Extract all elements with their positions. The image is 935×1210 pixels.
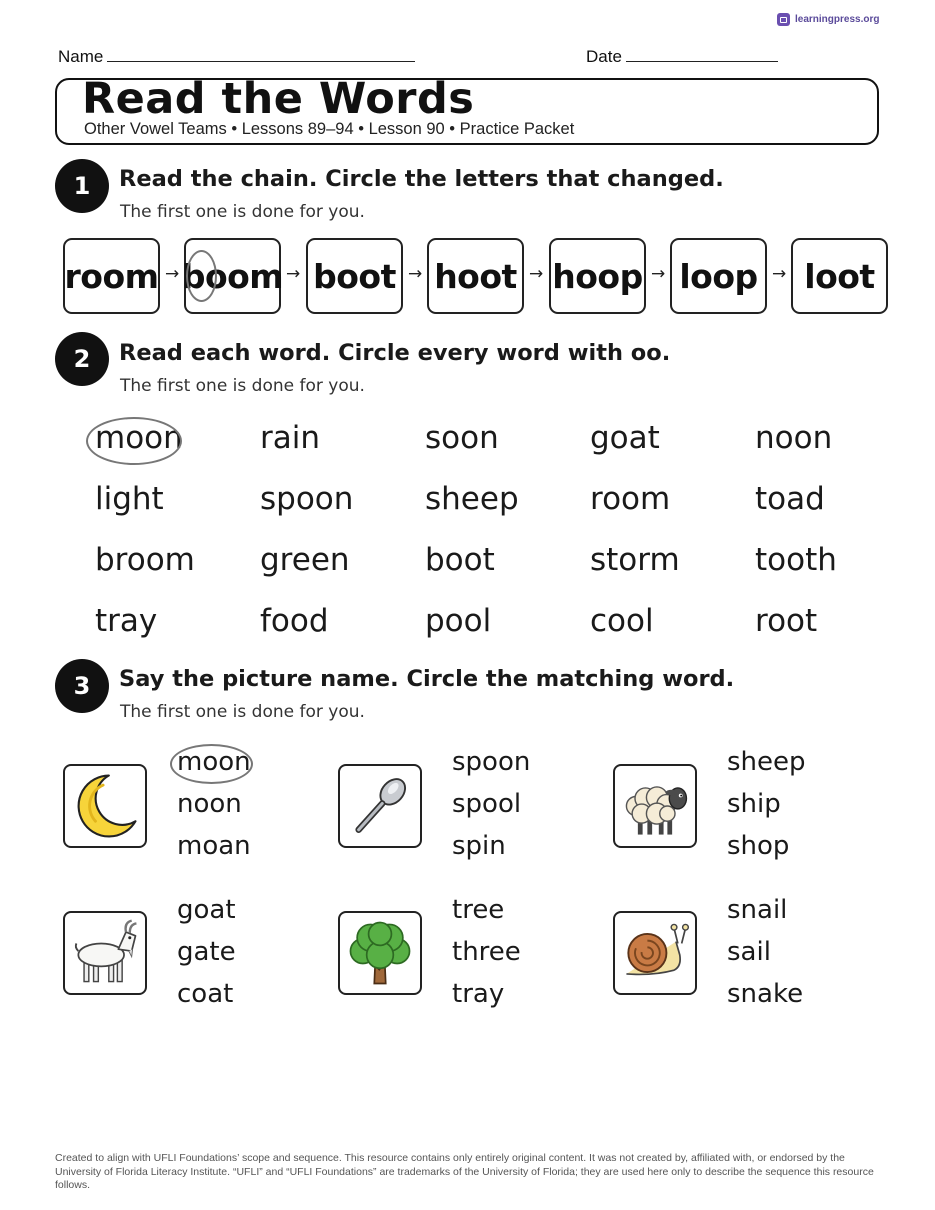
arrow-right-icon: → — [286, 264, 301, 284]
example-circle — [186, 250, 217, 302]
grid-word[interactable]: room — [590, 481, 671, 517]
footer-disclaimer: Created to align with UFLI Foundations’ scope and sequence. This resource contains only entirely original content. It was not created by, affiliated with, or endorsed by the University of Florida Literacy Institute. “UFLI” and “UFLI Foundations” are trademarks of the University of Florida; they are used here only to describe the sequence this resource follows. — [55, 1152, 874, 1191]
arrow-right-icon: → — [408, 264, 423, 284]
picture-option-word[interactable]: goat — [177, 895, 236, 925]
picture-option-word[interactable]: sail — [727, 937, 771, 967]
spoon-icon — [338, 764, 422, 848]
picture-option-word[interactable]: spin — [452, 831, 506, 861]
book-icon — [777, 13, 790, 26]
grid-word[interactable]: pool — [425, 603, 492, 639]
grid-word[interactable]: root — [755, 603, 818, 639]
grid-word[interactable]: soon — [425, 420, 499, 456]
picture-option-word[interactable]: spoon — [452, 747, 531, 777]
picture-option-word[interactable]: shop — [727, 831, 790, 861]
picture-option-word[interactable]: ship — [727, 789, 781, 819]
example-circle — [86, 417, 182, 465]
page-title: Read the Words — [82, 74, 475, 124]
date-line[interactable] — [626, 47, 778, 62]
grid-word[interactable]: toad — [755, 481, 825, 517]
page-subtitle: Other Vowel Teams • Lessons 89–94 • Lesson 90 • Practice Packet — [84, 120, 575, 138]
chain-word-box[interactable]: loop — [670, 238, 767, 314]
grid-word[interactable]: sheep — [425, 481, 519, 517]
picture-option-word[interactable]: coat — [177, 979, 234, 1009]
arrow-right-icon: → — [772, 264, 787, 284]
grid-word[interactable]: food — [260, 603, 329, 639]
picture-option-word[interactable]: moan — [177, 831, 251, 861]
picture-option-word[interactable]: tray — [452, 979, 505, 1009]
picture-option-word[interactable]: gate — [177, 937, 236, 967]
arrow-right-icon: → — [529, 264, 544, 284]
grid-word[interactable]: goat — [590, 420, 660, 456]
picture-option-word[interactable]: sheep — [727, 747, 806, 777]
picture-option-word[interactable]: moon — [177, 747, 251, 777]
chain-word-box[interactable]: hoot — [427, 238, 524, 314]
grid-word[interactable]: moon — [95, 420, 183, 456]
snail-icon — [613, 911, 697, 995]
brand-link[interactable] — [777, 13, 879, 26]
section-3-instruction: Say the picture name. Circle the matching word. — [119, 666, 735, 692]
grid-word[interactable]: boot — [425, 542, 495, 578]
picture-option-word[interactable]: snake — [727, 979, 804, 1009]
grid-word[interactable]: storm — [590, 542, 680, 578]
date-label: Date — [586, 47, 622, 66]
grid-word[interactable]: rain — [260, 420, 321, 456]
picture-option-word[interactable]: spool — [452, 789, 522, 819]
goat-icon — [63, 911, 147, 995]
chain-word-box[interactable]: boom — [184, 238, 281, 314]
grid-word[interactable]: spoon — [260, 481, 354, 517]
brand-name: learningpress.org — [795, 14, 880, 25]
grid-word[interactable]: broom — [95, 542, 195, 578]
chain-word-box[interactable]: hoop — [549, 238, 646, 314]
section-2-badge: 2 — [55, 332, 109, 386]
picture-option-word[interactable]: noon — [177, 789, 242, 819]
chain-word-box[interactable]: boot — [306, 238, 403, 314]
section-1-instruction: Read the chain. Circle the letters that changed. — [119, 166, 724, 192]
section-2-instruction: Read each word. Circle every word with oo. — [119, 340, 671, 366]
section-1-hint: The first one is done for you. — [120, 202, 365, 222]
section-1-badge: 1 — [55, 159, 109, 213]
name-line[interactable] — [107, 47, 415, 62]
grid-word[interactable]: noon — [755, 420, 833, 456]
tree-icon — [338, 911, 422, 995]
name-label: Name — [58, 47, 104, 66]
sheep-icon — [613, 764, 697, 848]
picture-option-word[interactable]: tree — [452, 895, 505, 925]
grid-word[interactable]: tooth — [755, 542, 837, 578]
name-field[interactable] — [58, 47, 415, 67]
chain-word-box[interactable]: loot — [791, 238, 888, 314]
grid-word[interactable]: light — [95, 481, 164, 517]
section-3-badge: 3 — [55, 659, 109, 713]
arrow-right-icon: → — [165, 264, 180, 284]
chain-word-box[interactable]: room — [63, 238, 160, 314]
grid-word[interactable]: tray — [95, 603, 158, 639]
grid-word[interactable]: cool — [590, 603, 654, 639]
grid-word[interactable]: green — [260, 542, 350, 578]
arrow-right-icon: → — [651, 264, 666, 284]
section-2-hint: The first one is done for you. — [120, 376, 365, 396]
section-3-hint: The first one is done for you. — [120, 702, 365, 722]
moon-icon — [63, 764, 147, 848]
example-circle — [170, 744, 253, 784]
date-field[interactable] — [586, 47, 778, 67]
picture-option-word[interactable]: three — [452, 937, 521, 967]
picture-option-word[interactable]: snail — [727, 895, 788, 925]
